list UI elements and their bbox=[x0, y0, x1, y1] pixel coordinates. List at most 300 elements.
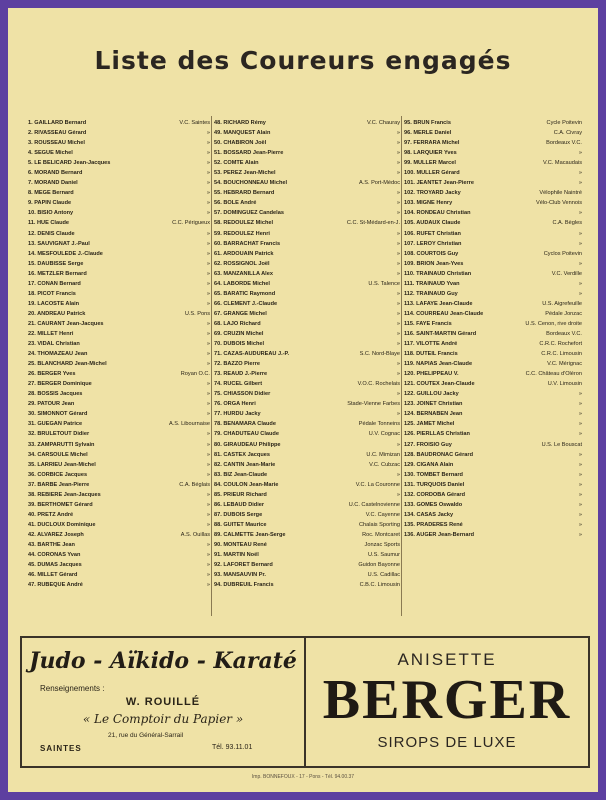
rider-row bbox=[28, 118, 210, 128]
rider-row bbox=[404, 419, 582, 429]
rider-club: » bbox=[396, 361, 400, 368]
rider-club: » bbox=[578, 391, 582, 398]
rider-name: 44. CORONAS Yvan bbox=[28, 552, 81, 559]
rider-club: » bbox=[206, 501, 210, 508]
rider-row bbox=[404, 198, 582, 208]
rider-row bbox=[28, 319, 210, 329]
rider-row bbox=[214, 339, 400, 349]
rider-name: 101. JEANTET Jean-Pierre bbox=[404, 180, 474, 187]
rider-club: » bbox=[206, 230, 210, 237]
rider-club: V.C. Cayenne bbox=[365, 511, 400, 518]
rider-name: 26. BERGER Yves bbox=[28, 371, 76, 378]
rider-row bbox=[214, 510, 400, 520]
rider-club: » bbox=[396, 200, 400, 207]
rider-club: » bbox=[396, 310, 400, 317]
rider-club: » bbox=[578, 481, 582, 488]
rider-club: Guidon Bayonne bbox=[358, 562, 400, 569]
ad-telephone: Tél. 93.11.01 bbox=[212, 744, 253, 751]
rider-club: » bbox=[206, 250, 210, 257]
rider-name: 70. DUBOIS Michel bbox=[214, 341, 265, 348]
rider-row bbox=[28, 409, 210, 419]
rider-name: 136. AUGER Jean-Bernard bbox=[404, 531, 475, 538]
rider-row bbox=[214, 158, 400, 168]
rider-club: » bbox=[396, 140, 400, 147]
rider-row bbox=[404, 178, 582, 188]
rider-name: 33. ZAMPARUTTI Sylvain bbox=[28, 441, 95, 448]
rider-club: V.C. Macaudais bbox=[543, 160, 582, 167]
rider-name: 58. REDOULEZ Michel bbox=[214, 220, 274, 227]
rider-club: » bbox=[206, 441, 210, 448]
rider-name: 35. LARRIEU Jean-Michel bbox=[28, 461, 96, 468]
rider-row bbox=[404, 440, 582, 450]
rider-club: U.V. Limousin bbox=[547, 381, 582, 388]
rider-name: 107. LEROY Christian bbox=[404, 240, 462, 247]
rider-name: 117. VILOTTE André bbox=[404, 341, 458, 348]
rider-club: » bbox=[206, 140, 210, 147]
rider-name: 24. THOMAZEAU Jean bbox=[28, 351, 88, 358]
ad-brand: BERGER bbox=[322, 669, 572, 731]
program-page bbox=[8, 8, 598, 792]
rider-name: 135. PRADERES René bbox=[404, 521, 463, 528]
rider-name: 27. BERGER Dominique bbox=[28, 381, 92, 388]
rider-row bbox=[404, 279, 582, 289]
rider-row bbox=[28, 279, 210, 289]
rider-row bbox=[28, 259, 210, 269]
rider-club: » bbox=[206, 521, 210, 528]
rider-name: 82. CANTIN Jean-Marie bbox=[214, 461, 276, 468]
rider-row bbox=[28, 158, 210, 168]
rider-row bbox=[28, 188, 210, 198]
riders-column-3 bbox=[404, 118, 582, 540]
rider-name: 131. TURQUOIS Daniel bbox=[404, 481, 465, 488]
riders-column-2 bbox=[214, 118, 400, 590]
rider-club: Royan O.C. bbox=[180, 371, 210, 378]
rider-name: 90. MONTEAU René bbox=[214, 541, 267, 548]
rider-name: 22. MILLET Henri bbox=[28, 330, 74, 337]
rider-name: 103. MIGNE Henry bbox=[404, 200, 453, 207]
rider-name: 23. VIDAL Christian bbox=[28, 341, 80, 348]
rider-name: 112. TRAINAUD Guy bbox=[404, 290, 458, 297]
rider-club: » bbox=[206, 582, 210, 589]
rider-name: 59. REDOULEZ Henri bbox=[214, 230, 270, 237]
rider-name: 54. BOUCHONNEAU Michel bbox=[214, 180, 288, 187]
rider-club: » bbox=[396, 371, 400, 378]
rider-row bbox=[214, 239, 400, 249]
rider-row bbox=[214, 500, 400, 510]
rider-row bbox=[404, 128, 582, 138]
rider-club: » bbox=[578, 411, 582, 418]
rider-name: 30. SIMONNOT Gérard bbox=[28, 411, 88, 418]
rider-row bbox=[404, 460, 582, 470]
rider-row bbox=[214, 198, 400, 208]
rider-row bbox=[28, 148, 210, 158]
rider-row bbox=[214, 550, 400, 560]
rider-club: » bbox=[578, 521, 582, 528]
rider-name: 116. SAINT-MARTIN Gérard bbox=[404, 330, 477, 337]
rider-row bbox=[28, 440, 210, 450]
rider-row bbox=[28, 530, 210, 540]
rider-name: 121. COUTEX Jean-Claude bbox=[404, 381, 475, 388]
rider-club: » bbox=[206, 130, 210, 137]
rider-row bbox=[404, 188, 582, 198]
rider-club: » bbox=[578, 491, 582, 498]
rider-name: 123. JOINET Christian bbox=[404, 401, 463, 408]
rider-row bbox=[28, 419, 210, 429]
rider-club: » bbox=[206, 562, 210, 569]
rider-club: » bbox=[206, 290, 210, 297]
rider-name: 74. RUCEL Gilbert bbox=[214, 381, 263, 388]
rider-name: 31. GUEGAN Patrice bbox=[28, 421, 83, 428]
rider-club: » bbox=[396, 270, 400, 277]
rider-row bbox=[214, 178, 400, 188]
rider-row bbox=[28, 208, 210, 218]
rider-row bbox=[404, 389, 582, 399]
rider-row bbox=[28, 379, 210, 389]
rider-row bbox=[404, 208, 582, 218]
rider-name: 36. CORBICE Jacques bbox=[28, 471, 88, 478]
rider-club: C.A. Béglais bbox=[179, 481, 210, 488]
rider-name: 94. DUBREUIL Francis bbox=[214, 582, 274, 589]
rider-name: 45. DUMAS Jacques bbox=[28, 562, 82, 569]
rider-name: 61. ARDOUAIN Patrick bbox=[214, 250, 274, 257]
rider-row bbox=[404, 520, 582, 530]
rider-club: U.C. Mimizan bbox=[366, 451, 400, 458]
rider-name: 113. LAFAYE Jean-Claude bbox=[404, 300, 473, 307]
rider-club: » bbox=[396, 330, 400, 337]
rider-club: » bbox=[206, 320, 210, 327]
rider-club: V.C. Chauray bbox=[366, 120, 400, 126]
rider-name: 5. LE BELICARD Jean-Jacques bbox=[28, 160, 111, 167]
rider-club: » bbox=[206, 361, 210, 368]
rider-name: 86. LEBAUD Didier bbox=[214, 501, 265, 508]
rider-club: C.C. St-Médard-en-J. bbox=[346, 220, 400, 227]
rider-name: 108. COURTOIS Guy bbox=[404, 250, 459, 257]
rider-name: 127. FROISIO Guy bbox=[404, 441, 452, 448]
rider-name: 102. TROYARD Jacky bbox=[404, 190, 461, 197]
rider-club: » bbox=[578, 421, 582, 428]
rider-name: 28. BOSSIS Jacques bbox=[28, 391, 83, 398]
ad-intro: Renseignements : bbox=[40, 684, 105, 693]
rider-row bbox=[28, 128, 210, 138]
rider-club: » bbox=[206, 280, 210, 287]
rider-club: C.R.C. Limousin bbox=[541, 351, 582, 358]
rider-club: » bbox=[396, 170, 400, 177]
rider-club: » bbox=[206, 411, 210, 418]
rider-row bbox=[404, 309, 582, 319]
rider-row bbox=[404, 118, 582, 128]
rider-club: A.S. Port-Médoc bbox=[358, 180, 400, 187]
rider-name: 56. BOLE André bbox=[214, 200, 257, 207]
rider-name: 118. DUTEIL Francis bbox=[404, 351, 458, 358]
rider-row bbox=[214, 429, 400, 439]
rider-club: » bbox=[396, 230, 400, 237]
rider-row bbox=[214, 188, 400, 198]
rider-name: 119. NAPIAS Jean-Claude bbox=[404, 361, 473, 368]
rider-club: U.S. Talence bbox=[368, 280, 400, 287]
rider-row bbox=[28, 299, 210, 309]
rider-name: 60. BARRACHAT Francis bbox=[214, 240, 281, 247]
rider-club: A.S. Ouillas bbox=[180, 531, 210, 538]
rider-name: 134. CASAS Jacky bbox=[404, 511, 454, 518]
rider-club: Pédale Tonneins bbox=[358, 421, 400, 428]
rider-club: C.B.C. Limousin bbox=[359, 582, 400, 589]
rider-row bbox=[214, 570, 400, 580]
rider-row bbox=[214, 419, 400, 429]
rider-club: » bbox=[578, 461, 582, 468]
rider-name: 73. REAUD J.-Pierre bbox=[214, 371, 268, 378]
rider-row bbox=[214, 148, 400, 158]
rider-name: 40. PRETZ André bbox=[28, 511, 74, 518]
rider-club: » bbox=[206, 541, 210, 548]
rider-name: 99. MULLER Marcel bbox=[404, 160, 456, 167]
rider-row bbox=[28, 229, 210, 239]
rider-club: A.S. Libournaise bbox=[168, 421, 210, 428]
rider-row bbox=[404, 399, 582, 409]
rider-name: 64. LABORDE Michel bbox=[214, 280, 270, 287]
rider-club: Vélo-Club Vennois bbox=[535, 200, 582, 207]
rider-club: » bbox=[396, 300, 400, 307]
rider-row bbox=[404, 429, 582, 439]
rider-row bbox=[214, 530, 400, 540]
rider-name: 85. PRIEUR Richard bbox=[214, 491, 267, 498]
column-divider bbox=[211, 116, 212, 616]
rider-name: 32. BRULETOUT Didier bbox=[28, 431, 90, 438]
rider-name: 106. RUFET Christian bbox=[404, 230, 461, 237]
rider-club: » bbox=[206, 381, 210, 388]
rider-row bbox=[28, 198, 210, 208]
rider-row bbox=[28, 309, 210, 319]
rider-row bbox=[404, 480, 582, 490]
rider-row bbox=[214, 269, 400, 279]
rider-club: » bbox=[206, 240, 210, 247]
rider-name: 114. COURREAU Jean-Claude bbox=[404, 310, 484, 317]
rider-club: U.S. Le Bouscat bbox=[541, 441, 582, 448]
rider-club: » bbox=[396, 411, 400, 418]
rider-name: 14. MESFOULEDE J.-Claude bbox=[28, 250, 103, 257]
rider-row bbox=[28, 289, 210, 299]
rider-club: U.S. Saumur bbox=[367, 552, 400, 559]
ad-shop-name: « Le Comptoir du Papier » bbox=[82, 712, 244, 726]
rider-club: C.A. Bègles bbox=[552, 220, 582, 227]
rider-club: » bbox=[206, 461, 210, 468]
rider-name: 78. BENAMARA Claude bbox=[214, 421, 276, 428]
rider-club: » bbox=[396, 260, 400, 267]
rider-row bbox=[404, 259, 582, 269]
rider-club: C.A. Civray bbox=[553, 130, 582, 137]
rider-row bbox=[28, 249, 210, 259]
rider-row bbox=[28, 460, 210, 470]
rider-row bbox=[214, 440, 400, 450]
rider-name: 128. BAUDRONAC Gérard bbox=[404, 451, 474, 458]
rider-row bbox=[28, 168, 210, 178]
rider-club: » bbox=[206, 401, 210, 408]
rider-club: » bbox=[396, 130, 400, 137]
rider-row bbox=[404, 299, 582, 309]
rider-row bbox=[214, 580, 400, 590]
rider-name: 88. GUITET Maurice bbox=[214, 521, 267, 528]
rider-club: » bbox=[206, 160, 210, 167]
rider-row bbox=[214, 208, 400, 218]
rider-club: » bbox=[396, 471, 400, 478]
rider-row bbox=[28, 470, 210, 480]
rider-club: » bbox=[578, 280, 582, 287]
rider-row bbox=[214, 450, 400, 460]
rider-club: » bbox=[396, 210, 400, 217]
rider-club: U.C. Castelnovienne bbox=[348, 501, 400, 508]
rider-club: » bbox=[206, 451, 210, 458]
rider-name: 19. LACOSTE Alain bbox=[28, 300, 80, 307]
rider-name: 11. HUE Claude bbox=[28, 220, 70, 227]
rider-club: Roc. Montcaret bbox=[362, 531, 400, 538]
rider-club: » bbox=[206, 511, 210, 518]
rider-name: 2. RIVASSEAU Gérard bbox=[28, 130, 87, 137]
rider-name: 77. HURDU Jacky bbox=[214, 411, 261, 418]
rider-name: 105. AUDAUX Claude bbox=[404, 220, 461, 227]
rider-row bbox=[214, 309, 400, 319]
rider-club: » bbox=[578, 230, 582, 237]
rider-row bbox=[214, 118, 400, 128]
advertisement-block bbox=[20, 636, 590, 768]
rider-row bbox=[404, 409, 582, 419]
printer-imprint: Imp. BONNEFOUX - 17 - Pons - Tél. 94.00.37 bbox=[251, 774, 355, 780]
rider-club: » bbox=[206, 270, 210, 277]
rider-name: 17. CONAN Bernard bbox=[28, 280, 81, 287]
rider-club: Jonzac Sports bbox=[364, 541, 400, 548]
rider-club: » bbox=[396, 391, 400, 398]
rider-name: 16. METZLER Bernard bbox=[28, 270, 87, 277]
rider-club: » bbox=[396, 250, 400, 257]
rider-name: 3. ROUSSEAU Michel bbox=[28, 140, 85, 147]
rider-club: Stade-Vienne Farbes bbox=[347, 401, 400, 408]
rider-club: » bbox=[396, 320, 400, 327]
rider-name: 80. GIRAUDEAU Philippe bbox=[214, 441, 281, 448]
rider-row bbox=[404, 229, 582, 239]
rider-name: 69. CRUZIN Michel bbox=[214, 330, 264, 337]
rider-name: 53. PEREZ Jean-Michel bbox=[214, 170, 276, 177]
rider-club: U.S. Aigrefeuille bbox=[542, 300, 582, 307]
rider-row bbox=[404, 148, 582, 158]
rider-name: 81. CASTEX Jacques bbox=[214, 451, 270, 458]
rider-name: 91. MARTIN Noël bbox=[214, 552, 259, 559]
rider-row bbox=[404, 329, 582, 339]
rider-name: 95. BRUN Francis bbox=[404, 120, 451, 126]
rider-club: » bbox=[578, 501, 582, 508]
rider-club: » bbox=[578, 401, 582, 408]
rider-row bbox=[28, 480, 210, 490]
rider-name: 15. DAUBISSE Serge bbox=[28, 260, 84, 267]
martial-arts-ad bbox=[22, 638, 306, 766]
rider-club: Cycle Poitevin bbox=[546, 120, 582, 126]
rider-club: » bbox=[396, 441, 400, 448]
rider-row bbox=[404, 450, 582, 460]
rider-row bbox=[214, 279, 400, 289]
rider-club: V.C. Verdille bbox=[551, 270, 582, 277]
rider-name: 110. TRAINAUD Christian bbox=[404, 270, 472, 277]
rider-club: Vélophile Naintré bbox=[539, 190, 582, 197]
rider-name: 62. ROSSIGNOL Joël bbox=[214, 260, 270, 267]
rider-name: 39. BERTHOMET Gérard bbox=[28, 501, 93, 508]
rider-name: 92. LAFORET Bernard bbox=[214, 562, 273, 569]
rider-club: » bbox=[578, 531, 582, 538]
rider-name: 47. RUBEQUE André bbox=[28, 582, 83, 589]
rider-name: 21. CAURANT Jean-Jacques bbox=[28, 320, 104, 327]
rider-name: 126. PIERLLAS Christian bbox=[404, 431, 470, 438]
rider-row bbox=[214, 319, 400, 329]
rider-row bbox=[28, 329, 210, 339]
rider-row bbox=[28, 349, 210, 359]
rider-row bbox=[214, 379, 400, 389]
rider-club: » bbox=[396, 341, 400, 348]
rider-row bbox=[214, 520, 400, 530]
rider-name: 75. CHIASSON Didier bbox=[214, 391, 271, 398]
rider-name: 34. CARSOULE Michel bbox=[28, 451, 88, 458]
rider-row bbox=[404, 470, 582, 480]
rider-row bbox=[28, 239, 210, 249]
rider-name: 52. COMTE Alain bbox=[214, 160, 259, 167]
rider-club: S.C. Nord-Blaye bbox=[359, 351, 400, 358]
rider-name: 68. LAJO Richard bbox=[214, 320, 261, 327]
rider-name: 46. MILLET Gérard bbox=[28, 572, 78, 579]
rider-name: 41. DUCLOUX Dominique bbox=[28, 521, 96, 528]
rider-name: 25. BLANCHARD Jean-Michel bbox=[28, 361, 107, 368]
rider-club: V.C. Cubzac bbox=[369, 461, 400, 468]
rider-name: 49. MANQUEST Alain bbox=[214, 130, 271, 137]
rider-club: » bbox=[578, 471, 582, 478]
rider-club: » bbox=[206, 552, 210, 559]
rider-row bbox=[404, 138, 582, 148]
rider-name: 38. REBIERE Jean-Jacques bbox=[28, 491, 101, 498]
rider-club: » bbox=[396, 290, 400, 297]
page-title: Liste des Coureurs engagés bbox=[94, 46, 512, 75]
rider-name: 8. MEGE Bernard bbox=[28, 190, 74, 197]
rider-name: 125. JAMET Michel bbox=[404, 421, 455, 428]
rider-row bbox=[214, 490, 400, 500]
rider-row bbox=[404, 158, 582, 168]
rider-name: 72. BAZZO Pierre bbox=[214, 361, 261, 368]
rider-row bbox=[214, 259, 400, 269]
rider-club: » bbox=[206, 180, 210, 187]
rider-name: 100. MULLER Gérard bbox=[404, 170, 460, 177]
rider-row bbox=[28, 570, 210, 580]
rider-club: » bbox=[396, 491, 400, 498]
rider-name: 6. MORAND Bernard bbox=[28, 170, 83, 177]
rider-name: 124. BERNABEN Jean bbox=[404, 411, 463, 418]
riders-column-1 bbox=[28, 118, 210, 590]
rider-club: » bbox=[206, 210, 210, 217]
rider-row bbox=[214, 460, 400, 470]
rider-row bbox=[214, 128, 400, 138]
rider-row bbox=[404, 339, 582, 349]
rider-row bbox=[404, 510, 582, 520]
rider-row bbox=[404, 239, 582, 249]
rider-club: Bordeaux V.C. bbox=[546, 330, 582, 337]
rider-club: » bbox=[206, 391, 210, 398]
rider-name: 7. MORAND Daniel bbox=[28, 180, 78, 187]
rider-row bbox=[214, 359, 400, 369]
rider-name: 12. DENIS Claude bbox=[28, 230, 75, 237]
rider-club: » bbox=[396, 150, 400, 157]
rider-row bbox=[214, 229, 400, 239]
rider-name: 9. PAPIN Claude bbox=[28, 200, 72, 207]
rider-club: U.S. Cadillac bbox=[367, 572, 400, 579]
rider-club: » bbox=[206, 200, 210, 207]
rider-name: 93. MANSAUVIN Pr. bbox=[214, 572, 266, 579]
rider-club: » bbox=[396, 160, 400, 167]
rider-name: 57. DOMINGUEZ Candelas bbox=[214, 210, 284, 217]
rider-name: 79. CHADUTEAU Claude bbox=[214, 431, 279, 438]
rider-club: » bbox=[206, 330, 210, 337]
rider-row bbox=[404, 369, 582, 379]
